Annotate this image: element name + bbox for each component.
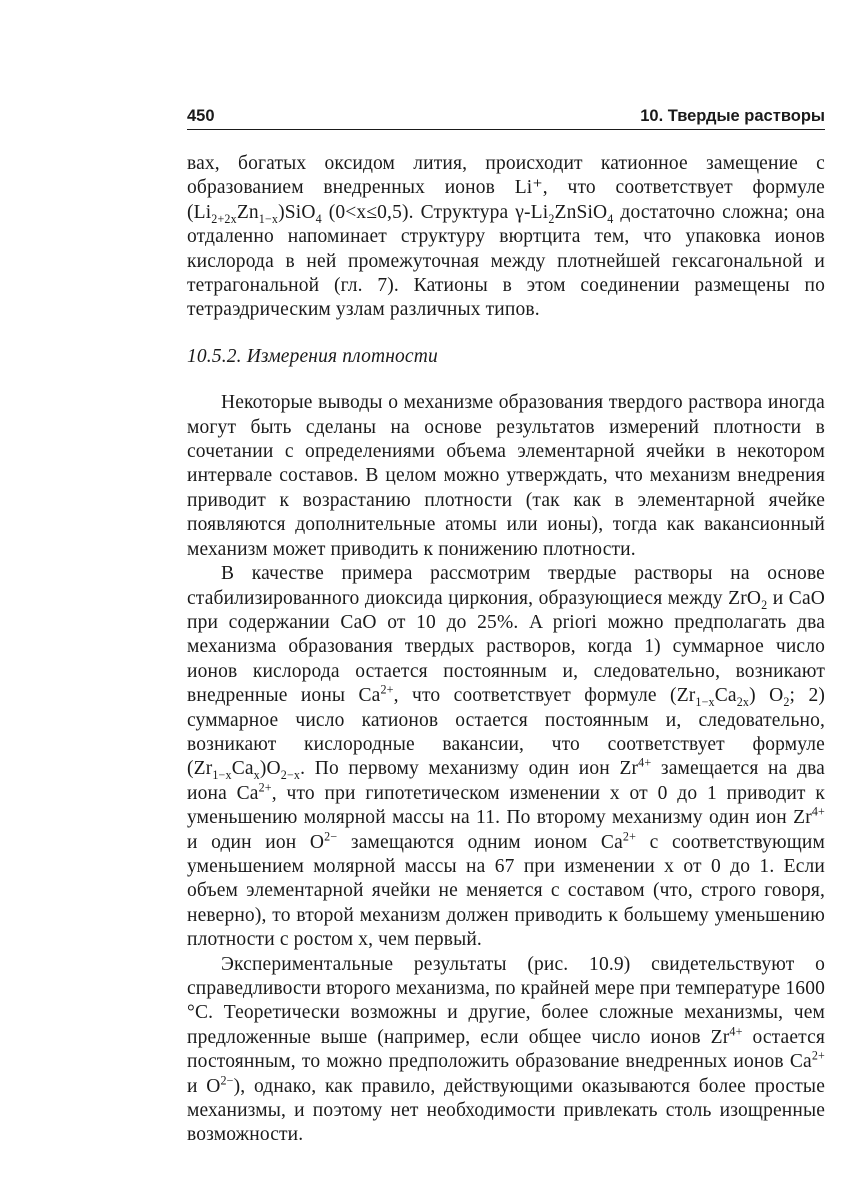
text-run: Zn [236, 201, 259, 223]
text-run: ; 2) суммарное число катионов остается постоянным и, следовательно, возникают кислородные вакансии, что соответствует формуле (Zr [187, 685, 825, 780]
subscript: 2x [736, 695, 750, 710]
superscript: 2− [324, 829, 338, 844]
text-run: замещается на два иона Ca [187, 758, 825, 804]
text-run: ), однако, как правило, действующими оказываются более простые механизмы, и поэтому нет необходимости привлекать столь изощренные возможности. [187, 1075, 825, 1146]
text-run: достаточно сложна; она отдаленно напоминает структуру вюртцита тем, что упаковка ионов кислорода в ней промежуточная между плотнейшей гексагональной и тетрагональной (гл. 7). Катионы в этом соединении размещены по тетраэдрическим узлам различных типов. [187, 201, 825, 321]
text-run: ) O [749, 685, 784, 707]
paragraph-density-intro: Некоторые выводы о механизме образования твердого раствора иногда могут быть сделаны на основе результатов измерений плотности в сочетании с определениями объема элементарной ячейки в некотором интервале составов. В целом можно утверждать, что механизм внедрения приводит к возрастанию плотности (так как в элементарной ячейке появляются дополнительные атомы или ионы), тогда как вакансионный механизм может приводить к понижению плотности. [187, 392, 825, 560]
text-run: замещаются одним ионом Ca [337, 831, 623, 853]
subscript: 2 [761, 597, 768, 612]
running-header [187, 106, 825, 130]
paragraph-experimental-results [187, 953, 825, 1148]
text-run: Экспериментальные результаты (рис. 10.9) свидетельствуют о справедливости второго механизма, по крайней мере при температуре 1600 °C. Теоретически возможны и другие, более сложные механизмы, чем предложенные выше (например, если общее число ионов Zr [187, 953, 825, 1048]
superscript: 4+ [729, 1024, 743, 1039]
text-run: и один ион O [187, 831, 325, 853]
subscript: 4 [607, 211, 614, 226]
subscript: x [253, 768, 260, 783]
text-run: Ca [231, 758, 254, 780]
page-body [187, 152, 825, 1148]
superscript: 2+ [380, 682, 394, 697]
subscript: 2−x [280, 768, 301, 783]
paragraph-zirconia-example [187, 562, 825, 953]
paragraph-continuation [187, 152, 825, 323]
superscript: 2+ [811, 1048, 825, 1063]
chapter-title: 10. Твердые растворы [640, 107, 825, 125]
subscript: 1−x [212, 768, 232, 783]
subscript: 2+2x [211, 211, 237, 226]
text-run: вах, богатых оксидом лития, происходит катионное замещение с образованием внедренных ионов Li⁺, что соответствует формуле (Li [187, 153, 825, 223]
text-run: и O [187, 1075, 221, 1097]
text-run: Ca [714, 685, 737, 707]
text-run: ZnSiO [554, 201, 608, 223]
text-run: , что при гипотетическом изменении x от 0 до 1 приводит к уменьшению молярной массы на 11. По второму механизму один ион Zr [187, 782, 825, 829]
subscript: 1−x [258, 211, 279, 226]
subscript: 1−x [695, 695, 715, 710]
subscript: 2 [548, 211, 555, 226]
text-run: )SiO [278, 201, 316, 223]
superscript: 4+ [811, 804, 825, 819]
text-run: В качестве примера рассмотрим твердые растворы на основе стабилизированного диоксида циркония, образующиеся между ZrO [187, 563, 825, 609]
text-run: и CaO при содержании CaO от 10 до 25%. A priori можно предполагать два механизма образования твердых растворов, когда 1) суммарное число ионов кислорода остается постоянным и, следовательно, возникают внедренные ионы Ca [187, 587, 825, 707]
text-run: )O [259, 758, 281, 780]
superscript: 2+ [258, 780, 272, 795]
superscript: 4+ [638, 755, 652, 770]
text-run: . По первому механизму один ион Zr [300, 758, 639, 780]
subscript: 2 [783, 695, 790, 710]
subscript: 4 [315, 211, 322, 226]
text-run: (0<x≤0,5). Структура γ-Li [321, 201, 549, 223]
superscript: 2+ [622, 829, 637, 844]
superscript: 2− [220, 1073, 234, 1088]
text-run: остается постоянным, то можно предположить образование внедренных ионов Ca [187, 1026, 825, 1073]
text-run: , что соответствует формуле (Zr [393, 685, 696, 707]
page-number: 450 [187, 107, 215, 125]
section-heading: 10.5.2. Измерения плотности [187, 345, 438, 367]
text-run: с соответствующим уменьшением молярной массы на 67 при изменении x от 0 до 1. Если объем элементарной ячейки не меняется с составом (что, строго говоря, неверно), то второй механизм должен приводить к большему уменьшению плотности с ростом x, чем первый. [187, 831, 825, 951]
